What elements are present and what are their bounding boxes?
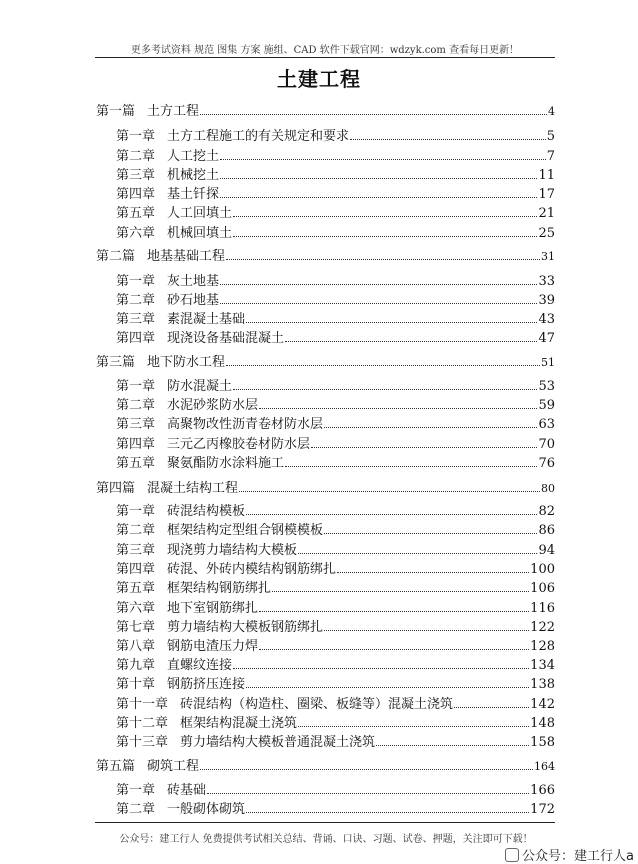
toc-entry-title: 人工挖土	[167, 149, 220, 164]
toc-entry-number: 第二章	[116, 398, 156, 413]
toc-chapter-row[interactable]	[116, 205, 555, 222]
toc-chapter-row[interactable]	[116, 225, 555, 242]
toc-entry-title: 框架结构钢筋绑扎	[167, 581, 272, 596]
dot-leader	[220, 177, 537, 179]
toc-chapter-row[interactable]	[116, 330, 555, 347]
dot-leader	[246, 686, 529, 688]
toc-page-number: 86	[538, 523, 555, 538]
toc-entry-title: 剪力墙结构大模板钢筋绑扎	[167, 620, 324, 635]
dot-leader	[220, 283, 537, 285]
toc-entry-title: 土方工程施工的有关规定和要求	[167, 129, 350, 144]
toc-entry-title: 现浇剪力墙结构大模板	[167, 543, 298, 558]
toc-chapter-row[interactable]	[116, 734, 555, 751]
dot-leader	[246, 321, 537, 323]
toc-chapter-row[interactable]	[116, 416, 555, 433]
toc-entry-number: 第六章	[116, 601, 156, 616]
toc-page-number: 63	[538, 417, 555, 432]
toc-entry-title: 剪力墙结构大模板普通混凝土浇筑	[180, 735, 376, 750]
toc-entry-title: 砖混结构（构造柱、圈梁、板缝等）混凝土浇筑	[180, 697, 454, 712]
toc-entry-title: 基土钎探	[167, 187, 220, 202]
toc-entry-title: 三元乙丙橡胶卷材防水层	[167, 437, 311, 452]
dot-leader	[200, 113, 547, 115]
toc-entry-title: 混凝土结构工程	[147, 481, 239, 496]
toc-page-number: 82	[538, 504, 555, 519]
toc-entry-number: 第三章	[116, 312, 156, 327]
toc-chapter-row[interactable]	[116, 436, 555, 453]
toc-page-number: 94	[538, 543, 555, 558]
toc-chapter-row[interactable]	[116, 801, 555, 818]
toc-chapter-row[interactable]	[116, 638, 555, 655]
toc-page-number: 25	[538, 226, 555, 241]
toc-page-number: 11	[538, 168, 555, 183]
toc-entry-number: 第六章	[116, 226, 156, 241]
toc-entry-number: 第三篇	[96, 355, 136, 370]
toc-entry-number: 第十一章	[116, 697, 169, 712]
toc-entry-number: 第二篇	[96, 249, 136, 264]
toc-page-number: 122	[530, 620, 555, 635]
dot-leader	[311, 446, 537, 448]
toc-chapter-row[interactable]	[116, 148, 555, 165]
toc-page-number: 142	[530, 697, 555, 712]
toc-entry-title: 一般砌体砌筑	[167, 802, 246, 817]
dot-leader	[259, 407, 537, 409]
toc-page-number: 43	[538, 312, 555, 327]
dot-leader	[226, 364, 540, 366]
toc-chapter-row[interactable]	[116, 782, 555, 799]
toc-page-number: 106	[530, 581, 555, 596]
toc-entry-number: 第二章	[116, 149, 156, 164]
toc-entry-number: 第八章	[116, 639, 156, 654]
dot-leader	[376, 744, 529, 746]
toc-page-number: 7	[546, 149, 555, 164]
toc-part-row[interactable]	[96, 758, 555, 775]
toc-page-number: 59	[538, 398, 555, 413]
dot-leader	[233, 388, 537, 390]
dot-leader	[324, 532, 537, 534]
watermark-text: 公众号：建工行人a	[522, 849, 634, 864]
toc-chapter-row[interactable]	[116, 561, 555, 578]
toc-entry-number: 第一篇	[96, 104, 136, 119]
toc-entry-number: 第一章	[116, 129, 156, 144]
toc-entry-number: 第三章	[116, 417, 156, 432]
toc-chapter-row[interactable]	[116, 619, 555, 636]
dot-leader	[285, 465, 537, 467]
toc-entry-title: 人工回填土	[167, 206, 233, 221]
dot-leader	[350, 138, 546, 140]
toc-chapter-row[interactable]	[116, 292, 555, 309]
toc-chapter-row[interactable]	[116, 378, 555, 395]
dot-leader	[246, 811, 529, 813]
toc-entry-number: 第二章	[116, 802, 156, 817]
toc-page-number: 116	[530, 601, 555, 616]
toc-entry-title: 素混凝土基础	[167, 312, 246, 327]
toc-page-number: 100	[530, 562, 555, 577]
footer-note: 公众号：建工行人 免费提供考试相关总结、背诵、口诀、习题、试卷、押题，关注即可下载！	[119, 834, 533, 845]
toc-entry-title: 机械挖土	[167, 168, 220, 183]
toc-entry-title: 直螺纹连接	[167, 658, 233, 673]
toc-chapter-row[interactable]	[116, 186, 555, 203]
toc-entry-title: 地下防水工程	[147, 355, 226, 370]
toc-page-number: 164	[534, 760, 555, 773]
toc-page-number: 80	[541, 482, 555, 495]
toc-entry-number: 第九章	[116, 658, 156, 673]
toc-entry-number: 第四篇	[96, 481, 136, 496]
toc-page-number: 5	[546, 129, 555, 144]
footer-rule	[95, 822, 555, 823]
toc-page-number: 17	[538, 187, 555, 202]
toc-entry-number: 第四章	[116, 331, 156, 346]
dot-leader	[226, 258, 540, 260]
dot-leader	[259, 610, 529, 612]
toc-entry-title: 水泥砂浆防水层	[167, 398, 259, 413]
toc-entry-title: 框架结构定型组合钢模模板	[167, 523, 324, 538]
dot-leader	[220, 158, 546, 160]
toc-page-number: 138	[530, 677, 555, 692]
toc-entry-number: 第三章	[116, 168, 156, 183]
toc-page-number: 76	[538, 456, 555, 471]
toc-page-number: 39	[538, 293, 555, 308]
toc-entry-number: 第一章	[116, 783, 156, 798]
toc-entry-number: 第四章	[116, 437, 156, 452]
toc-entry-number: 第五章	[116, 456, 156, 471]
toc-page-number: 51	[541, 356, 555, 369]
toc-entry-title: 现浇设备基础混凝土	[167, 331, 285, 346]
toc-chapter-row[interactable]	[116, 676, 555, 693]
dot-leader	[239, 490, 540, 492]
toc-page-number: 134	[530, 658, 555, 673]
dot-leader	[233, 215, 537, 217]
toc-entry-number: 第五章	[116, 581, 156, 596]
toc-part-row[interactable]	[96, 354, 555, 371]
toc-entry-title: 地下室钢筋绑扎	[167, 601, 259, 616]
dot-leader	[220, 302, 537, 304]
toc-chapter-row[interactable]	[116, 522, 555, 539]
toc-entry-number: 第二章	[116, 523, 156, 538]
toc-entry-number: 第十章	[116, 677, 156, 692]
toc-part-row[interactable]	[96, 248, 555, 265]
dot-leader	[298, 725, 529, 727]
toc-chapter-row[interactable]	[116, 167, 555, 184]
toc-entry-title: 防水混凝土	[167, 379, 233, 394]
dot-leader	[337, 571, 529, 573]
toc-page-number: 31	[541, 250, 555, 263]
toc-chapter-row[interactable]	[116, 542, 555, 559]
toc-entry-number: 第四章	[116, 187, 156, 202]
toc-chapter-row[interactable]	[116, 128, 555, 145]
toc-chapter-row[interactable]	[116, 455, 555, 472]
toc-part-row[interactable]	[96, 480, 555, 497]
toc-entry-title: 砌筑工程	[147, 759, 200, 774]
dot-leader	[233, 667, 529, 669]
dot-leader	[233, 235, 537, 237]
toc-entry-number: 第三章	[116, 543, 156, 558]
dot-leader	[200, 768, 533, 770]
dot-leader	[246, 513, 537, 515]
dot-leader	[207, 792, 529, 794]
toc-entry-number: 第一章	[116, 379, 156, 394]
toc-entry-number: 第七章	[116, 620, 156, 635]
toc-page-number: 148	[530, 716, 555, 731]
dot-leader	[285, 340, 537, 342]
dot-leader	[454, 706, 529, 708]
toc-chapter-row[interactable]	[116, 600, 555, 617]
toc-entry-number: 第一章	[116, 274, 156, 289]
toc-page-number: 53	[538, 379, 555, 394]
toc-entry-number: 第十二章	[116, 716, 169, 731]
toc-chapter-row[interactable]	[116, 311, 555, 328]
dot-leader	[220, 196, 537, 198]
toc-chapter-row[interactable]	[116, 503, 555, 520]
toc-page-number: 21	[538, 206, 555, 221]
toc-chapter-row[interactable]	[116, 580, 555, 597]
toc-entry-title: 高聚物改性沥青卷材防水层	[167, 417, 324, 432]
toc-page-number: 47	[538, 331, 555, 346]
wechat-icon	[505, 848, 519, 862]
dot-leader	[272, 590, 529, 592]
toc-entry-title: 框架结构混凝土浇筑	[180, 716, 298, 731]
toc-entry-number: 第二章	[116, 293, 156, 308]
toc-entry-title: 土方工程	[147, 104, 200, 119]
toc-entry-number: 第五章	[116, 206, 156, 221]
toc-chapter-row[interactable]	[116, 397, 555, 414]
toc-entry-title: 砖混、外砖内模结构钢筋绑扎	[167, 562, 337, 577]
toc-entry-number: 第十三章	[116, 735, 169, 750]
dot-leader	[324, 629, 529, 631]
toc-chapter-row[interactable]	[116, 696, 555, 713]
toc-page-number: 172	[530, 802, 555, 817]
toc-entry-title: 钢筋挤压连接	[167, 677, 246, 692]
toc-entry-title: 砖基础	[167, 783, 207, 798]
toc-chapter-row[interactable]	[116, 715, 555, 732]
toc-entry-title: 聚氨酯防水涂料施工	[167, 456, 285, 471]
header-note: 更多考试资料 规范 图集 方案 施组、CAD 软件下载官网：wdzyk.com 查看每日更新！	[130, 45, 520, 56]
toc-entry-title: 灰土地基	[167, 274, 220, 289]
dot-leader	[324, 426, 537, 428]
toc-page-number: 4	[548, 105, 555, 118]
watermark	[505, 845, 634, 864]
toc-entry-number: 第一章	[116, 504, 156, 519]
toc-part-row[interactable]	[96, 103, 555, 120]
toc-page-number: 70	[538, 437, 555, 452]
toc-page-number: 166	[530, 783, 555, 798]
toc-entry-number: 第五篇	[96, 759, 136, 774]
dot-leader	[298, 552, 537, 554]
toc-entry-title: 钢筋电渣压力焊	[167, 639, 259, 654]
toc-chapter-row[interactable]	[116, 657, 555, 674]
toc-page-number: 158	[530, 735, 555, 750]
toc-entry-title: 砂石地基	[167, 293, 220, 308]
toc-entry-title: 地基基础工程	[147, 249, 226, 264]
toc-chapter-row[interactable]	[116, 273, 555, 290]
toc-entry-title: 砖混结构模板	[167, 504, 246, 519]
toc-entry-number: 第四章	[116, 562, 156, 577]
toc-page-number: 128	[530, 639, 555, 654]
page-title: 土建工程	[277, 67, 361, 91]
dot-leader	[259, 648, 529, 650]
toc-page-number: 33	[538, 274, 555, 289]
toc-entry-title: 机械回填土	[167, 226, 233, 241]
